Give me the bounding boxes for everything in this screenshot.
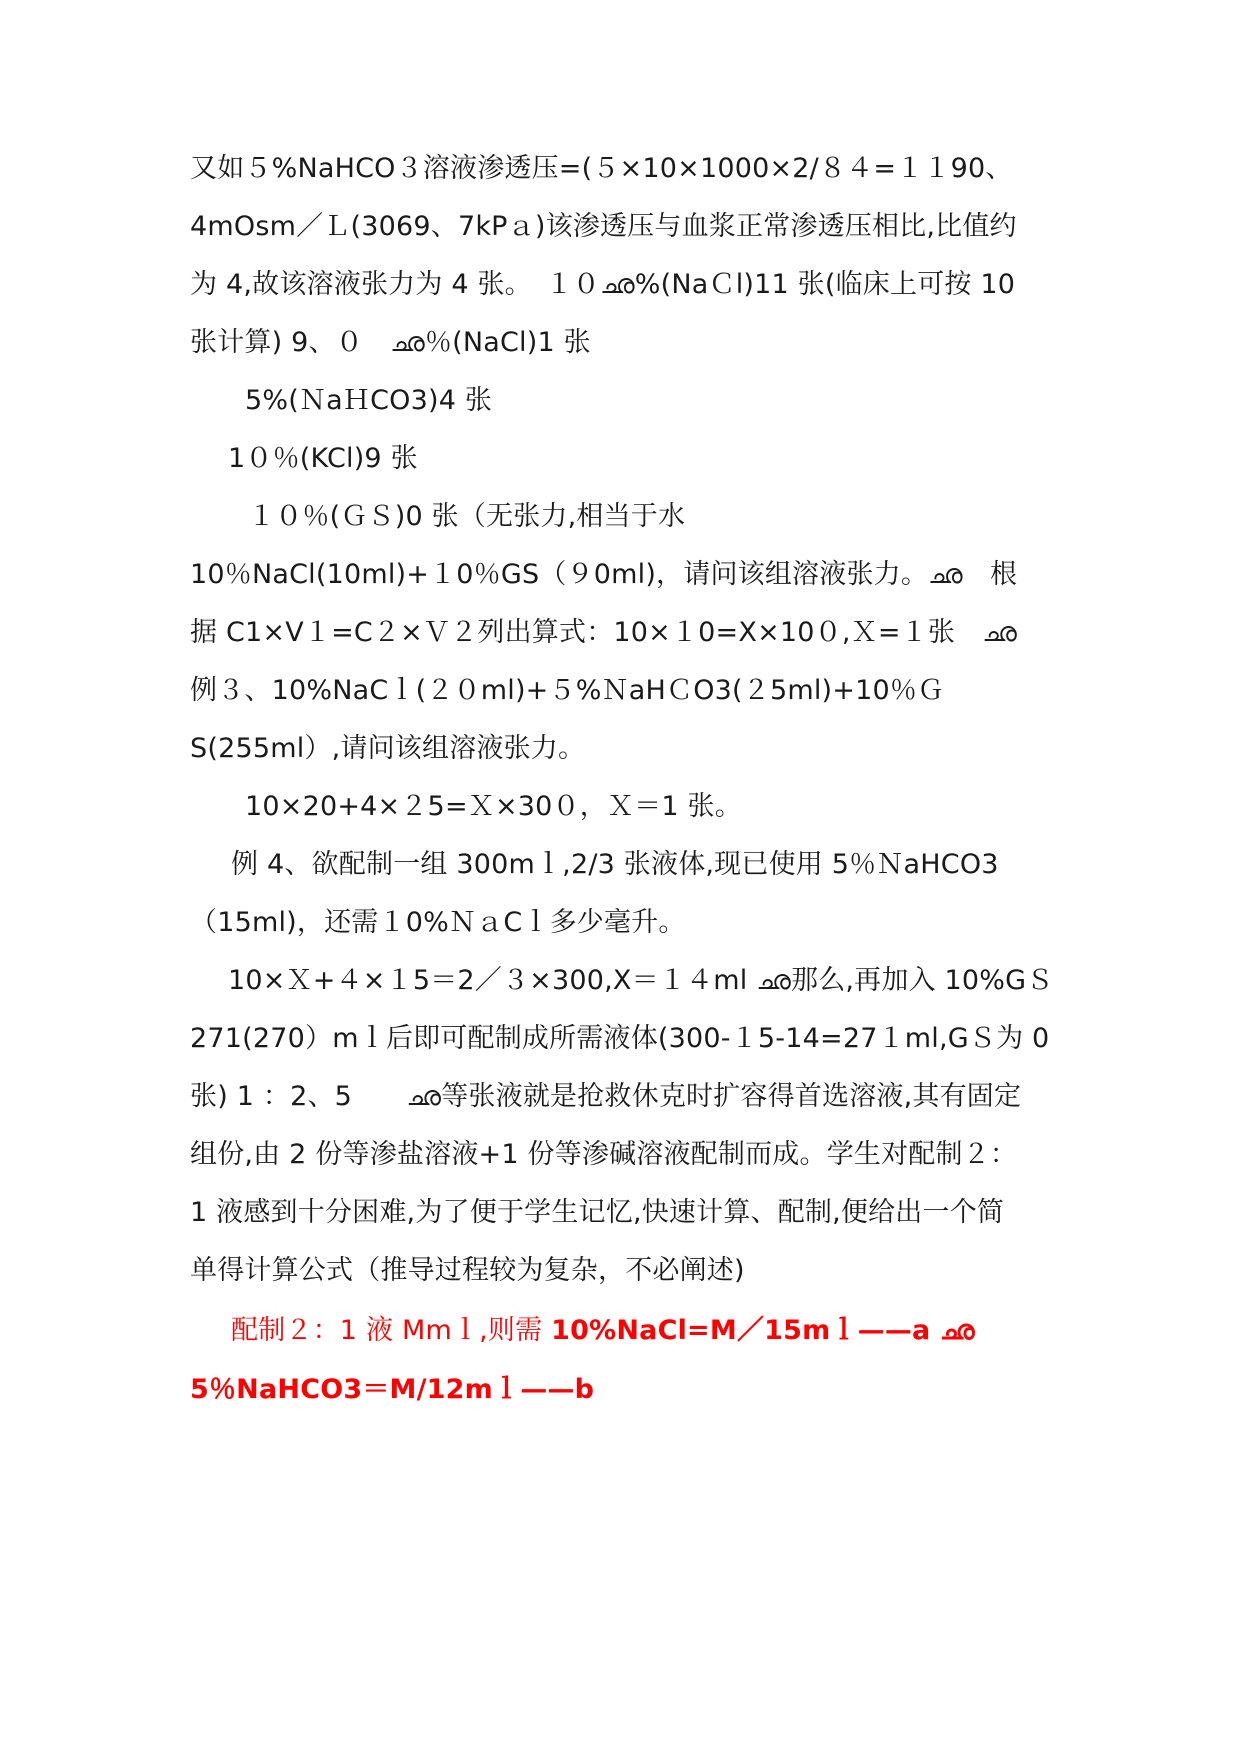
text-line: １０％(ＧＳ)0 张（无张力,相当于水 — [248, 501, 686, 532]
text-line: 为 4,故该溶液张力为 4 张。 １０ഛ%(NaＣl)11 张(临床上可按 10 — [190, 269, 1016, 300]
text-line: （15ml)，还需１0%ＮａCｌ多少毫升。 — [190, 907, 686, 938]
text-line: 单得计算公式（推导过程较为复杂，不必阐述) — [190, 1255, 745, 1286]
formula-intro: 配制２：1 液 Mmｌ,则需 — [231, 1315, 543, 1346]
text-line: 张) 1 ：2、5 ഛ等张液就是抢救休克时扩容得首选溶液,其有固定 — [190, 1081, 1022, 1112]
text-line: 10×20+4×２5=Ｘ×30０，Ｘ＝1 张。 — [245, 791, 742, 822]
formula-nacl: 10%NaCl=M／15mｌ——a ഛ — [551, 1315, 975, 1346]
text-line: 组份,由 2 份等渗盐溶液+1 份等渗碱溶液配制而成。学生对配制２： — [190, 1139, 1018, 1170]
text-line: 例 4、欲配制一组 300mｌ,2/3 张液体,现已使用 5％ＮaHCO3 — [231, 849, 999, 880]
text-line: 5%(ＮaＨCO3)4 张 — [245, 385, 493, 416]
text-line: 据 C1×V１=C２×Ｖ２列出算式：10×１0=X×10０,Ｘ=１张 ഛ — [190, 617, 1018, 648]
formula-line-nacl — [231, 1311, 1111, 1351]
text-line: 又如５%NaHCO３溶液渗透压=(５×10×1000×2/８４=１１90、 — [190, 153, 1013, 184]
text-line: 张计算) 9、０ ഛ％(NaCl)1 张 — [190, 327, 591, 358]
text-line: 例３、10%NaCｌ(２０ml)+５%ＮaHＣO3(２5ml)+10％Ｇ — [190, 675, 945, 706]
formula-nahco3: 5％NaHCO3＝M/12mｌ——b — [190, 1374, 595, 1405]
text-line: 1 液感到十分困难,为了便于学生记忆,快速计算、配制,便给出一个简 — [190, 1197, 1005, 1228]
text-line: 10％NaCl(10ml)+１0％GS（９0ml)，请问该组溶液张力。ഛ 根 — [190, 559, 1018, 590]
text-line: 271(270）mｌ后即可配制成所需液体(300-１5-14=27１ml,GＳ为 0 — [190, 1023, 1050, 1054]
text-line: 4mOsm／Ｌ(3069、7kPａ)该渗透压与血浆正常渗透压相比,比值约 — [190, 211, 1017, 242]
text-line: 10×Ｘ+４×１5＝2／３×300,X＝１４ml ഛ那么,再加入 10%GＳ — [228, 965, 1054, 996]
text-line: S(255ml）,请问该组溶液张力。 — [190, 733, 586, 764]
text-line: 1０％(KCl)9 张 — [228, 443, 418, 474]
